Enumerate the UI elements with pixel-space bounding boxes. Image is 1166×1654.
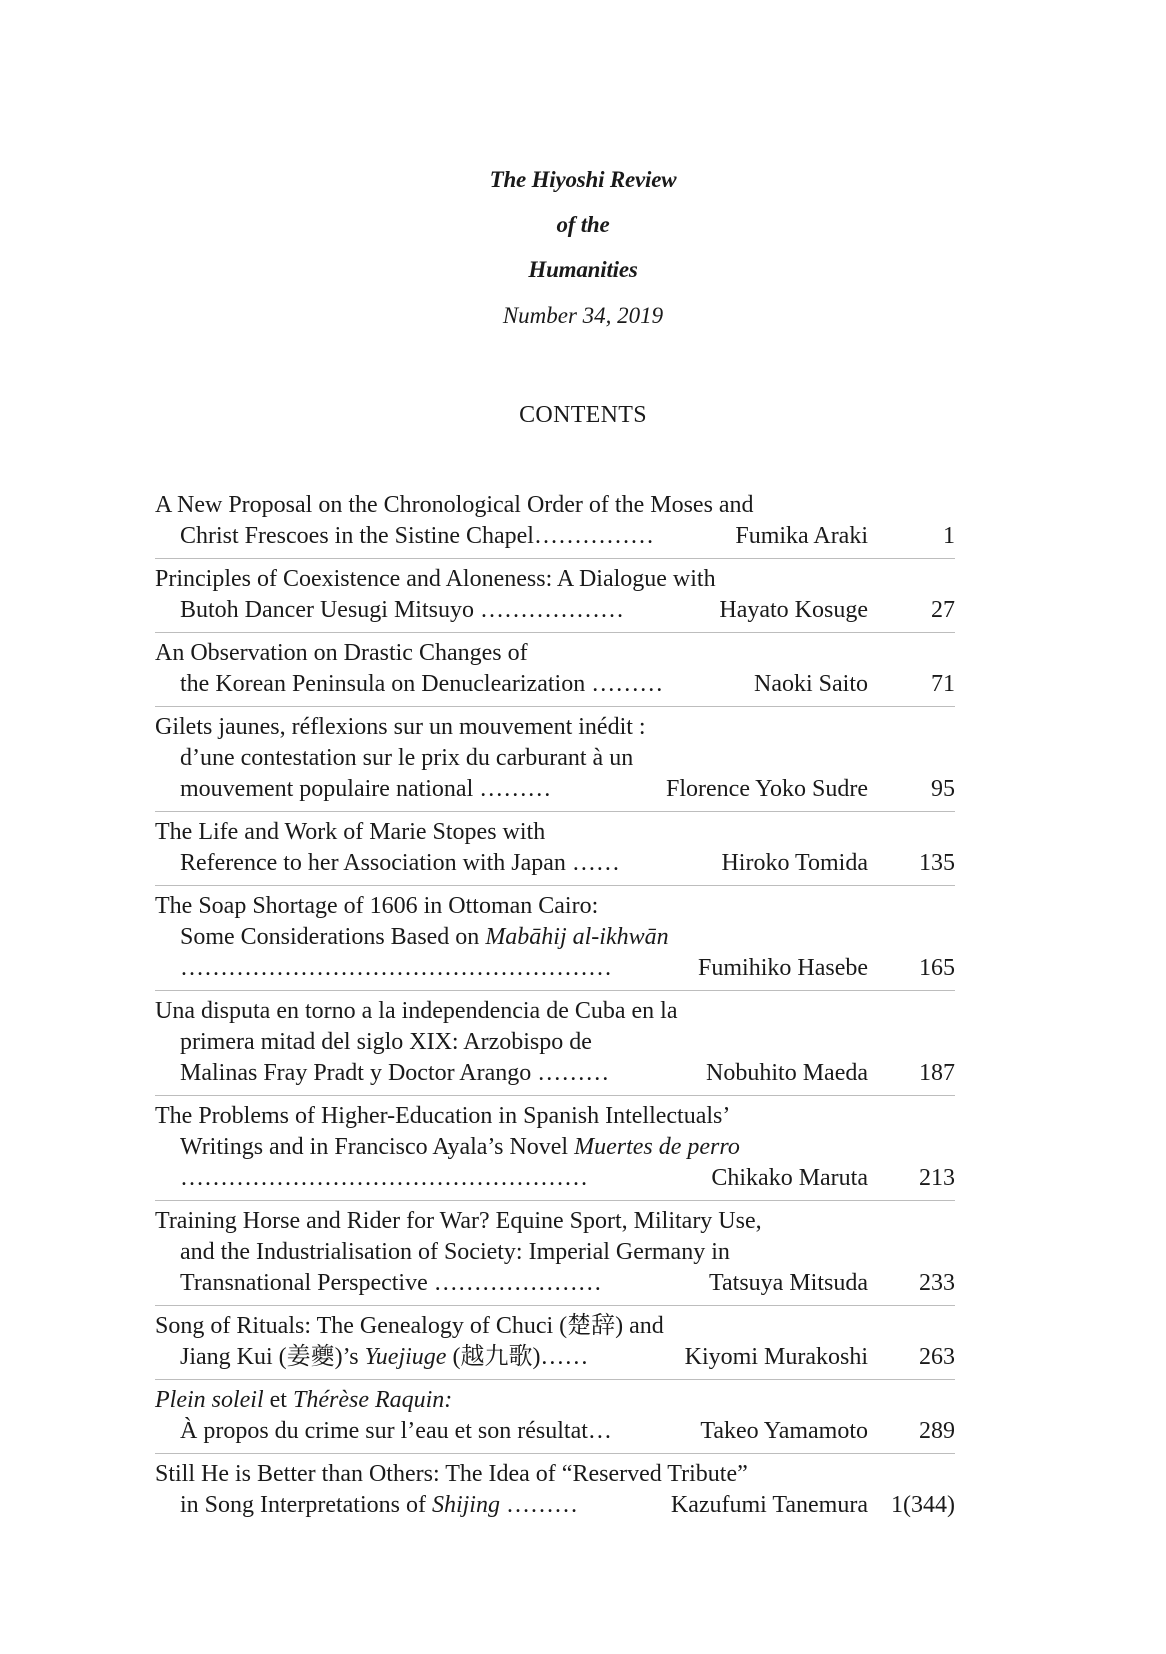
entry-page-number: 187 (919, 1060, 955, 1086)
entry-last-line (155, 953, 955, 984)
entry-page-number: 263 (919, 1344, 955, 1370)
toc-entry (155, 1385, 955, 1454)
entry-title-text: Jiang Kui (姜夔)’s (180, 1344, 365, 1370)
entry-author: Hiroko Tomida (721, 850, 868, 876)
entry-title-line: Training Horse and Rider for War? Equine Sport, Military Use, (155, 1208, 762, 1234)
contents-heading: CONTENTS (519, 402, 647, 428)
entry-page-number: 27 (931, 597, 955, 623)
entry-title-text: (越九歌)…… (446, 1344, 589, 1370)
entry-leader-dots: ……………………………………………… (180, 955, 612, 981)
entry-last-line (155, 1490, 955, 1521)
toc-entry (155, 1206, 955, 1306)
entry-last-line (155, 595, 955, 626)
journal-title-line-1: The Hiyoshi Review (489, 167, 677, 192)
entry-author: Nobuhito Maeda (706, 1060, 868, 1086)
toc-entry (155, 712, 955, 812)
entry-title-line: The Problems of Higher-Education in Spanish Intellectuals’ (155, 1103, 731, 1129)
toc-entry (155, 1311, 955, 1380)
entry-title-italic: Mabāhij al-ikhwān (485, 924, 669, 950)
entry-title-line: The Soap Shortage of 1606 in Ottoman Cairo: (155, 893, 599, 919)
entry-title-line: Still He is Better than Others: The Idea of “Reserved Tribute” (155, 1461, 748, 1487)
toc-entry (155, 996, 955, 1096)
entry-title-text: et (263, 1387, 293, 1413)
entry-title-italic: Plein soleil (155, 1387, 264, 1413)
toc-entry (155, 1101, 955, 1201)
entry-leader-dots: …………………………………………… (180, 1165, 588, 1191)
entry-title-line (155, 1132, 955, 1163)
entry-page-number: 165 (919, 955, 955, 981)
entry-last-line (155, 669, 955, 700)
entry-title-line: Una disputa en torno a la independencia de Cuba en la (155, 998, 678, 1024)
entry-title-line: and the Industrialisation of Society: Imperial Germany in (180, 1239, 730, 1265)
entry-last-line (155, 1416, 955, 1447)
toc-entry (155, 490, 955, 559)
entry-title-text: ……… (499, 1492, 578, 1518)
entry-page-number: 95 (931, 776, 955, 802)
entry-page-number: 289 (919, 1418, 955, 1444)
entry-page-number: 233 (919, 1270, 955, 1296)
entry-title-line: mouvement populaire national ……… (180, 776, 552, 802)
entry-title-line: Reference to her Association with Japan …… (180, 850, 620, 876)
entry-title-line: Christ Frescoes in the Sistine Chapel…………… (180, 523, 654, 549)
entry-title-italic: Muertes de perro (574, 1134, 740, 1160)
entry-author: Fumihiko Hasebe (698, 955, 868, 981)
entry-author: Takeo Yamamoto (700, 1418, 868, 1444)
entry-author: Naoki Saito (754, 671, 868, 697)
toc-entry (155, 564, 955, 633)
entry-author: Hayato Kosuge (719, 597, 868, 623)
entry-page-number: 71 (931, 671, 955, 697)
entry-last-line (155, 848, 955, 879)
entry-title-line: primera mitad del siglo XIX: Arzobispo de (180, 1029, 592, 1055)
entry-author: Tatsuya Mitsuda (709, 1270, 868, 1296)
entry-title-line (155, 922, 955, 953)
entry-last-line (155, 1268, 955, 1299)
entry-title-line (155, 1385, 955, 1416)
entry-title-line: Gilets jaunes, réflexions sur un mouvement inédit : (155, 714, 646, 740)
entry-title-line: the Korean Peninsula on Denuclearization ……… (180, 671, 664, 697)
entry-title-line: Transnational Perspective ………………… (180, 1270, 602, 1296)
entry-last-line (155, 521, 955, 552)
entry-author: Chikako Maruta (711, 1165, 868, 1191)
entry-author: Kiyomi Murakoshi (684, 1344, 868, 1370)
entry-author: Kazufumi Tanemura (670, 1492, 868, 1518)
entry-author: Florence Yoko Sudre (666, 776, 868, 802)
entry-title-line: Principles of Coexistence and Aloneness: A Dialogue with (155, 566, 716, 592)
toc-entry (155, 1459, 955, 1527)
entry-title-italic: Yuejiuge (364, 1344, 447, 1370)
entry-title-line: Song of Rituals: The Genealogy of Chuci (楚辞) and (155, 1313, 664, 1339)
journal-title-line-2: of the (556, 212, 610, 237)
entry-last-line (155, 1058, 955, 1089)
entry-title-line: Butoh Dancer Uesugi Mitsuyo ……………… (180, 597, 624, 623)
entry-title-text: Writings and in Francisco Ayala’s Novel (180, 1134, 575, 1160)
entry-title-text: Some Considerations Based on (180, 924, 486, 950)
entry-title-line: A New Proposal on the Chronological Order of the Moses and (155, 492, 754, 518)
table-of-contents (155, 490, 955, 1532)
journal-title-line-3: Humanities (528, 257, 638, 282)
entry-last-line (155, 1163, 955, 1194)
entry-page-number: 1 (943, 523, 955, 549)
entry-page-number: 213 (919, 1165, 955, 1191)
entry-title-text: in Song Interpretations of (180, 1492, 432, 1518)
entry-last-line (155, 1342, 955, 1373)
entry-page-number: 135 (919, 850, 955, 876)
entry-title-line: d’une contestation sur le prix du carburant à un (180, 745, 634, 771)
entry-page-number: 1(344) (891, 1492, 955, 1518)
entry-title-italic: Thérèse Raquin: (292, 1387, 453, 1413)
toc-entry (155, 817, 955, 886)
entry-title-line: Malinas Fray Pradt y Doctor Arango ……… (180, 1060, 610, 1086)
entry-title-italic: Shijing (431, 1492, 500, 1518)
toc-entry (155, 638, 955, 707)
entry-author: Fumika Araki (735, 523, 868, 549)
entry-last-line (155, 774, 955, 805)
issue-number: Number 34, 2019 (502, 303, 664, 328)
entry-title-line: An Observation on Drastic Changes of (155, 640, 528, 666)
toc-entry (155, 891, 955, 991)
entry-title-line: À propos du crime sur l’eau et son résultat… (180, 1418, 612, 1444)
entry-title-line: The Life and Work of Marie Stopes with (155, 819, 546, 845)
